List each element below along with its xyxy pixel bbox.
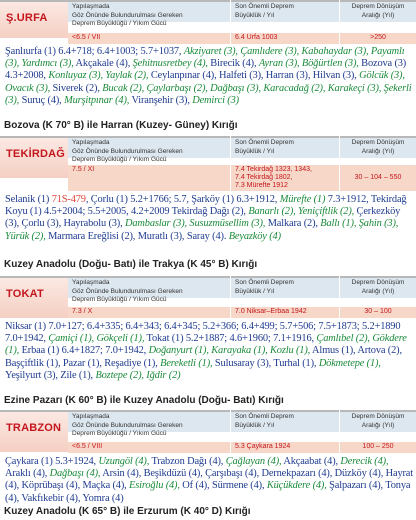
interval-value: 30 – 104 – 550	[340, 165, 416, 191]
settlement-text: Mürefte (1)	[279, 194, 326, 205]
settlement-text: Dağbaşı (4),	[49, 468, 101, 480]
city-name: Ş.URFA	[6, 12, 48, 24]
header-text: Göz Önünde Bulundurulması Gereken	[72, 287, 183, 295]
header-text: Son Önemli Deprem	[235, 279, 294, 286]
settlement-text: , Çorlu (1) 5.2+1766; 5.7, Şarköy (1) 6.3+1912,	[85, 194, 280, 205]
settlement-text: Dambaslar (3), Susuzmüsellim (3),	[125, 218, 266, 230]
settlement-text: Boztepe (2), Iğdir (2)	[95, 369, 181, 381]
header-design-magnitude	[68, 0, 230, 27]
header-text: Aralığı (Yıl)	[361, 147, 395, 155]
settlement-text: Ayran (3), Böğürtlen (3),	[258, 58, 359, 70]
header-text: Aralığı (Yıl)	[361, 11, 395, 19]
settlement-text: Bozova (3) 4.3+2008,	[5, 58, 407, 82]
header-text: Son Önemli Deprem	[235, 413, 294, 420]
header-design-magnitude	[68, 410, 230, 437]
header-text: Büyüklük / Yıl	[235, 11, 275, 19]
interval-value: 100 – 250	[340, 442, 416, 453]
trabzon-settlements-paragraph	[5, 456, 414, 505]
settlement-text: Demirci (3)	[192, 94, 239, 106]
header-text: Deprem Dönüşüm	[351, 3, 405, 10]
header-design-magnitude	[68, 276, 230, 303]
design-value: <6.5 / VII	[68, 33, 230, 44]
interval-value: 30 – 100	[340, 307, 416, 318]
settlement-text: Viranşehir (3),	[129, 94, 193, 106]
tekirdag-settlements-paragraph	[5, 194, 414, 243]
settlement-text: Ceylanpınar (4), Halfeti (3), Harran (3), Hilvan (3),	[148, 70, 360, 82]
header-text: Yapılaşmada	[72, 139, 110, 146]
settlement-text: Çerkezköy (3), Çorlu (3), Hayrabolu (3),	[5, 206, 401, 230]
header-interval	[340, 0, 416, 22]
settlement-text: 7.3+1912, Tekirdağ Koyu (1) 4.5+2004; 5.5+2005, 4.2+2009 Tekirdağ Dağı (2),	[5, 194, 407, 218]
header-interval	[340, 276, 416, 298]
header-text: Yapılaşmada	[72, 3, 110, 10]
settlement-text: Beyazköy (4)	[228, 230, 281, 242]
settlement-text: Arsin (4), Beşikdüzü (4), Çarşıbaşı (4), Dernekpazarı (4), Düzköy (4), Hayrat (4), Köprübaşı (4), Maçka (4),	[5, 468, 414, 492]
settlement-text: Şalpazarı (4), Tonya (4), Vakfıkebir (4), Yomra (4)	[5, 480, 411, 504]
settlement-text: Malkara (2),	[265, 218, 321, 230]
header-last-quake	[231, 410, 339, 432]
city-label	[0, 410, 68, 452]
last-quake-value: 7.0 Niksar–Erbaa 1942	[231, 307, 339, 318]
settlement-text: Murşitpınar (4),	[64, 94, 130, 106]
trabzon-fault-caption: Kuzey Anadolu (K 65° B) ile Erzurum (K 40° D) Kırığı	[4, 506, 251, 517]
city-name: TOKAT	[6, 288, 44, 300]
settlement-text: Derecik (4),	[340, 456, 389, 467]
settlement-text: Yeşilyurt (3), Zile (1),	[5, 369, 96, 381]
settlement-text: Çamiçi (1), Gökçeli (1),	[48, 333, 145, 345]
header-interval	[340, 136, 416, 158]
city-name: TEKİRDAĞ	[6, 148, 66, 160]
tekirdag-table	[0, 136, 416, 189]
header-text: Göz Önünde Bulundurulması Gereken	[72, 421, 183, 429]
settlement-text: Çağlayan (4),	[225, 456, 282, 467]
header-text: Yapılaşmada	[72, 279, 110, 286]
header-text: Deprem Dönüşüm	[351, 279, 405, 286]
settlement-text: Selanik (1)	[5, 194, 52, 205]
settlement-text: Küçükdere (4),	[266, 480, 327, 492]
header-text: Göz Önünde Bulundurulması Gereken	[72, 147, 183, 155]
settlement-text: Akziyaret (3), Çamlıdere (3), Kabahaydar (3), Payamlı (3), Yardımcı (3),	[5, 46, 405, 70]
settlement-text: Banarlı (2), Yeniçiftlik (2),	[248, 206, 355, 218]
settlement-text: Şehitnusretbey (4),	[132, 58, 208, 70]
header-last-quake	[231, 276, 339, 298]
urfa-fault-caption: Bozova (K 70° B) ile Harran (Kuzey- Güney) Kırığı	[4, 120, 238, 131]
tekirdag-fault-caption: Kuzey Anadolu (Doğu- Batı) ile Trakya (K 45° B) Kırığı	[4, 259, 258, 270]
header-text: Göz Önünde Bulundurulması Gereken	[72, 11, 183, 19]
header-text: Son Önemli Deprem	[235, 3, 294, 10]
settlement-text: Birecik (4),	[207, 58, 259, 70]
header-text: Aralığı (Yıl)	[361, 421, 395, 429]
city-label	[0, 0, 68, 38]
last-quake-value: 6.4 Urfa 1003	[231, 33, 339, 44]
trabzon-table	[0, 410, 416, 452]
city-name: TRABZON	[6, 422, 62, 434]
header-text: Büyüklük / Yıl	[235, 287, 275, 295]
settlement-text: Almus (1), Artova (2), Başçiftlik (1), Pazar (1), Reşadiye (1),	[5, 345, 402, 369]
settlement-text: Suruç (4),	[19, 94, 65, 106]
settlement-text: Çamlıbel (2), Gökdere (1),	[5, 333, 407, 357]
tokat-table	[0, 276, 416, 318]
header-last-quake	[231, 136, 339, 158]
settlement-text: 71S-479	[51, 194, 86, 205]
tokat-fault-caption: Ezine Pazarı (K 60° B) ile Kuzey Anadolu (Doğu- Batı) Kırığı	[4, 395, 284, 406]
settlement-text: Konluyaz (3), Yaylak (2),	[48, 70, 149, 82]
header-text: Deprem Büyüklüğü / Yıkım Gücü	[72, 430, 167, 437]
header-text: Büyüklük / Yıl	[235, 147, 275, 155]
settlement-text: Sulusaray (3), Turhal (1),	[212, 357, 319, 369]
settlement-text: Uzungöl (4),	[98, 456, 150, 467]
settlement-text: Marmara Ereğlisi (2), Muratlı (3), Saray (4).	[45, 230, 229, 242]
header-design-magnitude	[68, 136, 230, 163]
settlement-text: Esiroğlu (4),	[129, 480, 180, 492]
city-label	[0, 276, 68, 318]
settlement-text: Doğanyurt (1), Karayaka (1), Kozlu (1),	[148, 345, 311, 357]
header-text: Son Önemli Deprem	[235, 139, 294, 146]
header-text: Yapılaşmada	[72, 413, 110, 420]
header-last-quake	[231, 0, 339, 22]
city-label	[0, 136, 68, 178]
settlement-text: Akçakale (4),	[73, 58, 133, 70]
header-text: Deprem Dönüşüm	[351, 139, 405, 146]
design-value: 7.3 / X	[68, 307, 230, 318]
design-value: <6.5 / VIII	[68, 442, 230, 453]
settlement-text: Dökmetepe (1),	[318, 357, 381, 369]
settlement-text: Siverek (2),	[50, 82, 103, 94]
header-text: Deprem Büyüklüğü / Yıkım Gücü	[72, 20, 167, 27]
settlement-text: Ballı (1), Şahin (3), Yürük (2),	[5, 218, 399, 242]
header-text: Deprem Büyüklüğü / Yıkım Gücü	[72, 296, 167, 303]
header-text: Aralığı (Yıl)	[361, 287, 395, 295]
header-text: Büyüklük / Yıl	[235, 421, 275, 429]
last-quake-value: 5.3 Çaykara 1924	[231, 442, 339, 453]
settlement-text: Of (4), Sürmene (4),	[179, 480, 267, 492]
settlement-text: Şanlıurfa (1) 6.4+718; 6.4+1003; 5.7+1037,	[5, 46, 184, 57]
settlement-text: Çaykara (1) 5.3+1924,	[5, 456, 99, 467]
settlement-text: Niksar (1) 7.0+127; 6.4+335; 6.4+343; 6.4+345; 5.2+366; 6.4+499; 5.7+506; 7.5+1873; 5.2+1890 7.0+1942,	[5, 321, 401, 345]
urfa-settlements-paragraph	[5, 46, 414, 107]
settlement-text: Bucak (2), Çaylarbaşı (2), Dağbaşı (3), Karacadağ (2), Karakeçi (3), Şekerli (3),	[5, 82, 412, 106]
settlement-text: Erbaa (1) 6.4+1827; 7.0+1942,	[19, 345, 149, 357]
interval-value: >250	[340, 33, 416, 44]
last-quake-value: 7.4 Tekirdağ 1323, 1343, 7.4 Tekirdağ 1802, 7.3 Mürefte 1912	[231, 165, 339, 191]
settlement-text: Araklı (4),	[5, 468, 50, 480]
header-interval	[340, 410, 416, 432]
settlement-text: Tokat (1) 5.2+1887; 4.6+1960; 7.1+1916,	[144, 333, 317, 345]
settlement-text: Akçaabat (4),	[281, 456, 341, 467]
urfa-table	[0, 0, 416, 42]
header-text: Deprem Dönüşüm	[351, 413, 405, 420]
settlement-text: Trabzon Dağı (4),	[149, 456, 226, 467]
design-value: 7.5 / XI	[68, 165, 230, 191]
settlement-text: Gölcük (3), Ovacık (3),	[5, 70, 405, 94]
header-text: Deprem Büyüklüğü / Yıkım Gücü	[72, 156, 167, 163]
tokat-settlements-paragraph	[5, 321, 414, 382]
settlement-text: Bereketli (1),	[160, 357, 213, 369]
